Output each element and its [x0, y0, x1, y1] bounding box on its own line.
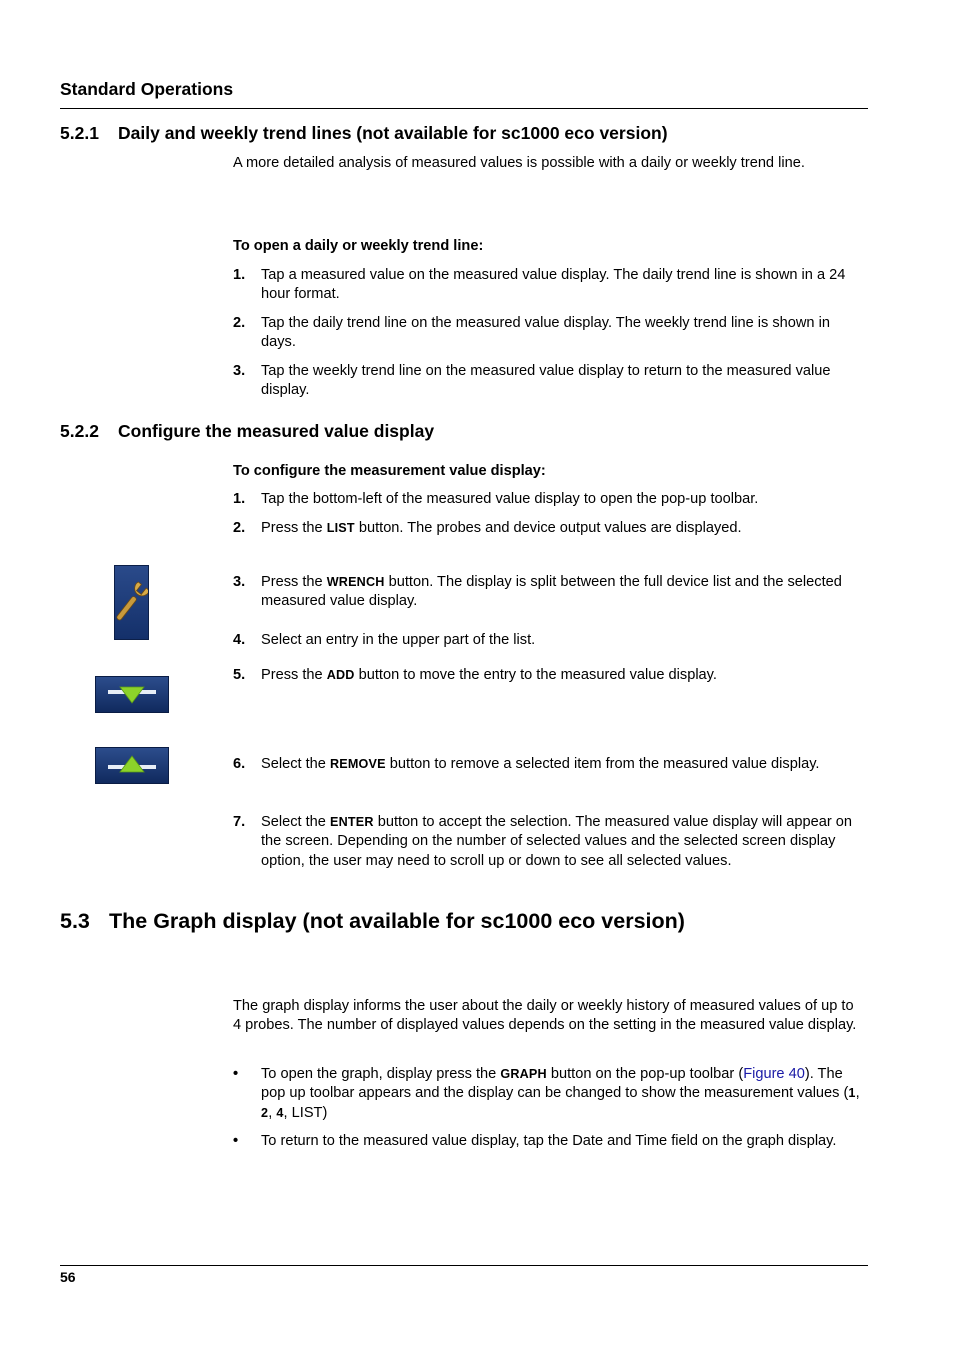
step-item: 6. Select the REMOVE button to remove a selected item from the measured value display. [233, 756, 820, 772]
footer-rule [60, 1265, 868, 1266]
add-arrow-down-icon [95, 676, 169, 713]
bullet-item: • To return to the measured value display, tap the Date and Time field on the graph display. [233, 1132, 865, 1151]
page-number: 56 [60, 1269, 76, 1285]
step-item: 4. Select an entry in the upper part of the list. [233, 632, 536, 648]
section-number: 5.2.2 [60, 421, 99, 441]
step-item: 1. Tap the bottom-left of the measured value display to open the pop-up toolbar. [233, 491, 759, 507]
step-item: 5. Press the ADD button to move the entry to the measured value display. [233, 667, 717, 683]
bullet-item: • To open the graph, display press the GRAPH button on the pop-up toolbar (Figure 40). The pop up toolbar appears and the display can be changed to show the measurement values (1, 2, 4, LIST) [233, 1066, 860, 1121]
running-header: Standard Operations [60, 79, 234, 99]
section-5-3-intro: The graph display informs the user about the daily or weekly history of measured values of up to 4 probes. The number of displayed values depends on the setting in the measured value display. [233, 998, 857, 1034]
wrench-icon [114, 565, 149, 640]
key-label: WRENCH [326, 575, 385, 589]
step-item: 1. Tap a measured value on the measured value display. The daily trend line is shown in a 24 hour format. [233, 267, 846, 303]
section-5-2-1-heading [60, 122, 668, 144]
section-number: 5.2.1 [60, 123, 99, 143]
header-rule [60, 108, 868, 109]
step-item: 2. Tap the daily trend line on the measured value display. The weekly trend line is shown in days. [233, 315, 830, 351]
section-number: 5.3 [60, 909, 90, 933]
section-5-3-heading [60, 908, 685, 934]
bullet-marker: • [233, 1133, 239, 1149]
key-label: ADD [326, 668, 355, 682]
section-title: Daily and weekly trend lines (not available for sc1000 eco version) [118, 123, 668, 143]
step-item: 3. Press the WRENCH button. The display is split between the full device list and the selected measured value display. [233, 574, 842, 610]
step-item: 2. Press the LIST button. The probes and device output values are displayed. [233, 520, 742, 536]
step-item: 7. Select the ENTER button to accept the selection. The measured value display will appear on the screen. Depending on the number of selected values and the selected screen display option, the user may need to scroll up or down to see all selected values. [233, 814, 853, 869]
section-5-2-2-heading [60, 420, 434, 442]
section-title: The Graph display (not available for sc1000 eco version) [109, 909, 685, 933]
procedure-title-configure: To configure the measurement value display: [233, 463, 546, 479]
bullet-marker: • [233, 1066, 239, 1082]
remove-arrow-up-icon [95, 747, 169, 784]
key-label: ENTER [329, 815, 374, 829]
key-label: REMOVE [329, 757, 386, 771]
section-title: Configure the measured value display [118, 421, 435, 441]
key-label: LIST [326, 521, 355, 535]
step-item: 3. Tap the weekly trend line on the measured value display to return to the measured value display. [233, 363, 831, 399]
procedure-title-trend: To open a daily or weekly trend line: [233, 238, 484, 254]
key-label: GRAPH [500, 1067, 547, 1081]
figure-40-link[interactable]: Figure 40 [743, 1066, 805, 1082]
section-5-2-1-intro: A more detailed analysis of measured values is possible with a daily or weekly trend line. [233, 155, 805, 171]
